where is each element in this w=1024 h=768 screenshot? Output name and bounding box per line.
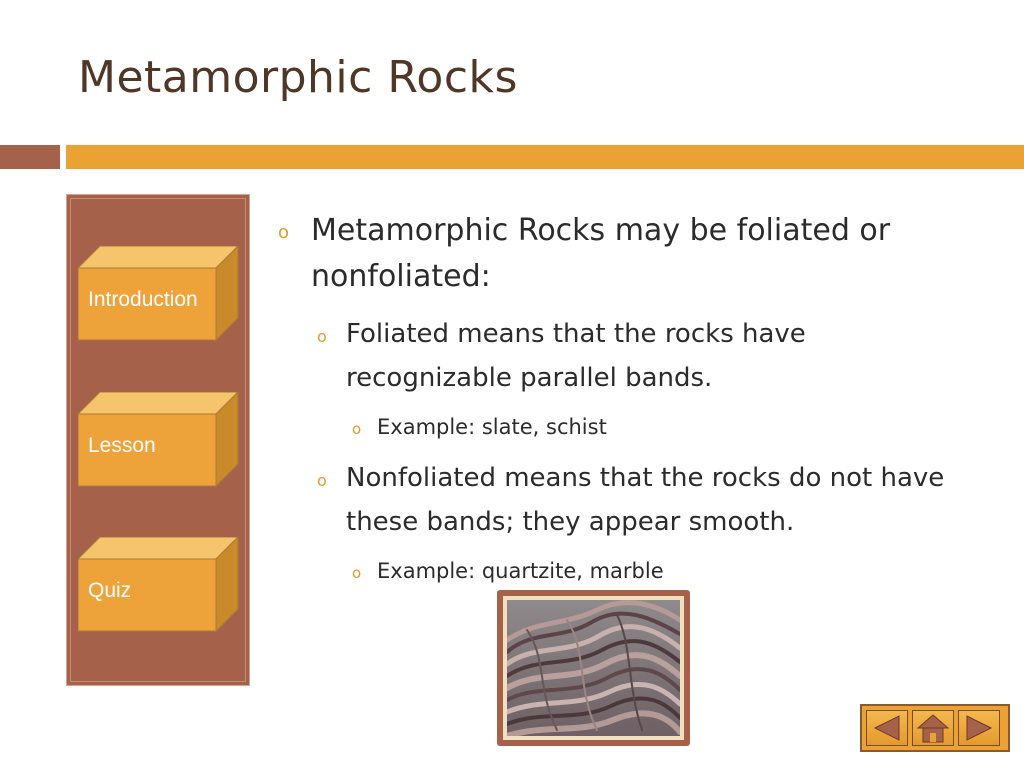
slide-navigation [860,704,1010,752]
bullet-main: Metamorphic Rocks may be foliated or nonfoliated: [311,213,891,294]
slide-title: Metamorphic Rocks [78,52,518,103]
bullet-foliated-example: Example: slate, schist [377,415,607,439]
bullet-marker: o [317,471,327,490]
header-bar-right [66,145,1024,169]
sidebar-item-lesson[interactable] [78,392,240,488]
sidebar-item-quiz[interactable] [78,537,240,633]
bullet-foliated: Foliated means that the rocks have recognizable parallel bands. [346,319,806,393]
bullet-nonfoliated: Nonfoliated means that the rocks do not have these bands; they appear smooth. [346,463,945,537]
rock-photo-frame [497,590,690,746]
bullet-marker: o [352,420,362,438]
home-button[interactable] [912,710,954,746]
forward-button[interactable] [958,710,1000,746]
sidebar-item-label: Introduction [88,288,198,311]
back-button[interactable] [866,710,908,746]
foliated-rock-image [507,600,680,736]
triangle-left-icon [867,711,907,745]
triangle-right-icon [959,711,999,745]
header-bar-left [0,145,60,169]
sidebar-item-introduction[interactable] [78,246,240,342]
bullet-marker: o [317,327,327,346]
house-icon [913,711,953,745]
rock-photo-mat [503,596,684,740]
bullet-nonfoliated-example: Example: quartzite, marble [377,559,664,583]
sidebar-item-label: Lesson [88,434,156,457]
sidebar-item-label: Quiz [88,579,132,602]
bullet-marker: o [352,564,362,582]
bullet-marker: o [278,222,290,243]
